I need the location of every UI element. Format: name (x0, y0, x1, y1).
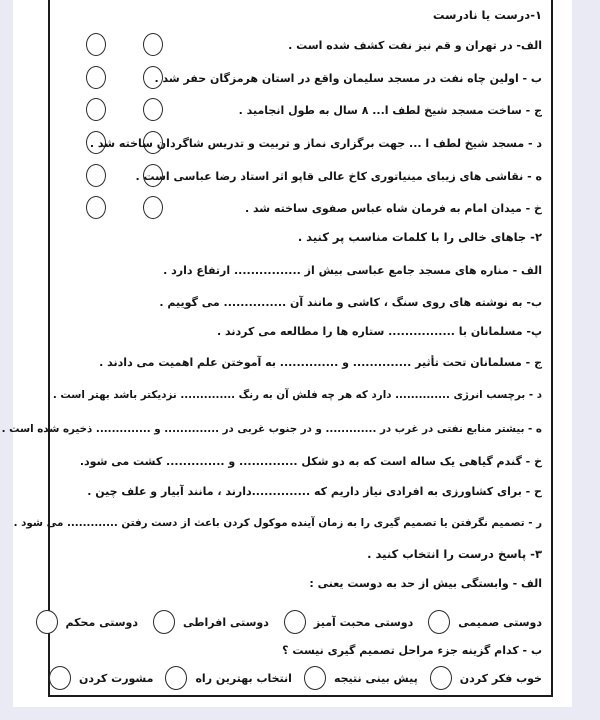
tf-question-text: الف- در تهران و قم نیز نفت کشف شده است . (288, 39, 542, 52)
blank-question-line: پ- مسلمانان با ................ ستاره ها را مطالعه می کردند . (217, 325, 542, 338)
mc-option (284, 610, 413, 634)
option-label: دوستی محکم (65, 615, 139, 629)
mc-options-row (62, 609, 542, 635)
option-label: خوب فکر کردن (459, 671, 542, 685)
blank-question-line: خ - گندم گیاهی یک ساله است که به دو شکل .............. و .............. کشت می شود. (79, 455, 542, 468)
option-circle[interactable] (153, 610, 175, 634)
answer-circle-false[interactable] (143, 196, 163, 219)
option-circle[interactable] (428, 610, 450, 634)
worksheet-frame (1, 0, 553, 697)
tf-question-row (50, 98, 551, 124)
blank-question-line: ج - مسلمانان تحت تأثیر .............. و .............. به آموختن علم اهمیت می دادند . (99, 356, 542, 369)
tf-question-row (50, 196, 551, 222)
tf-question-row (50, 33, 551, 59)
mc-option (430, 666, 542, 690)
tf-question-text: د - مسجد شیخ لطف ا ... جهت برگزاری نماز و تربیت و تدریس شاگردان ساخته شد . (89, 137, 542, 150)
tf-question-text: خ - میدان امام به فرمان شاه عباس صفوی ساخته شد . (244, 202, 542, 215)
section2-title: ۲- جاهای خالی را با کلمات مناسب پر کنید . (297, 230, 542, 244)
section1-title: ۱-درست یا نادرست (432, 8, 542, 22)
option-label: انتخاب بهترین راه (195, 671, 292, 685)
option-label: دوستی محبت آمیز (313, 615, 414, 629)
blank-question-line: الف - مناره های مسجد جامع عباسی بیش از ................ ارتفاع دارد . (163, 264, 542, 277)
option-circle[interactable] (36, 610, 58, 634)
tf-question-text: ه - نقاشی های زیبای مینیاتوری کاخ عالی قاپو اثر استاد رضا عباسی است . (135, 170, 542, 183)
mc-option (36, 610, 139, 634)
blank-question-line: ب- به نوشته های روی سنگ ، کاشی و مانند آن ............... می گوییم . (159, 296, 542, 309)
blank-question-line: ح - برای کشاورزی به افرادی نیاز داریم که ..............دارند ، مانند آبیار و علف چین . (87, 485, 542, 498)
tf-question-row (50, 131, 551, 157)
option-circle[interactable] (284, 610, 306, 634)
mc-option (165, 666, 292, 690)
mc-option (153, 610, 269, 634)
answer-circle-false[interactable] (143, 33, 163, 56)
section3-title: ۳- پاسخ درست را انتخاب کنید . (367, 547, 542, 561)
mc-options-row (62, 665, 542, 691)
answer-circle-true[interactable] (86, 196, 106, 219)
option-label: دوستی صمیمی (458, 615, 542, 629)
answer-circle-true[interactable] (86, 33, 106, 56)
mc-question-text: ب - کدام گزینه جزء مراحل تصمیم گیری نیست ؟ (282, 644, 542, 657)
tf-question-text: ب - اولین چاه نفت در مسجد سلیمان واقع در استان هرمزگان حفر شد . (154, 72, 542, 85)
option-label: دوستی افراطی (183, 615, 269, 629)
tf-question-row (50, 164, 551, 190)
mc-option (304, 666, 418, 690)
answer-circle-false[interactable] (143, 98, 163, 121)
tf-question-text: ج - ساخت مسجد شیخ لطف ا... ۸ سال به طول انجامید . (238, 104, 542, 117)
tf-question-row (50, 66, 551, 92)
option-circle[interactable] (49, 666, 71, 690)
blank-question-line: ر - تصمیم نگرفتن یا تصمیم گیری را به زمان آینده موکول کردن باعث از دست رفتن ............. می شود . (13, 517, 542, 529)
option-label: پیش بینی نتیجه (333, 671, 418, 685)
option-circle[interactable] (304, 666, 326, 690)
mc-question-text: الف - وابستگی بیش از حد به دوست یعنی : (309, 577, 542, 590)
answer-circle-true[interactable] (86, 164, 106, 187)
option-label: مشورت کردن (79, 671, 154, 685)
answer-circle-true[interactable] (86, 98, 106, 121)
mc-option (49, 666, 153, 690)
option-circle[interactable] (430, 666, 452, 690)
blank-question-line: د - برچسب انرژی .............. دارد که هر چه فلش آن به رنگ .............. نزدیکتر باشد بهتر است . (52, 389, 542, 401)
answer-circle-true[interactable] (86, 66, 106, 89)
option-circle[interactable] (165, 666, 187, 690)
mc-option (428, 610, 542, 634)
blank-question-line: ه - بیشتر منابع نفتی در غرب در ............. و در جنوب غربی در .............. و .............. ذخیره شده است . (1, 423, 542, 435)
